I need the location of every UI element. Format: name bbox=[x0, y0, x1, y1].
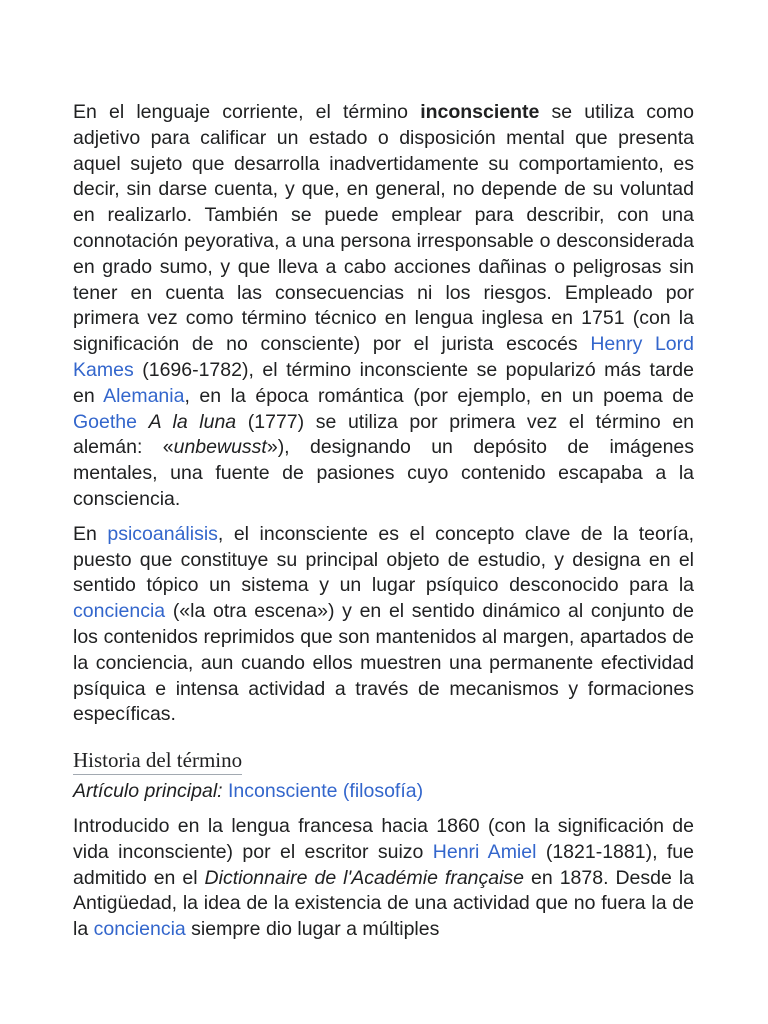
text-run: (1696-1782), el término inconsciente se popularizó más tarde en bbox=[73, 358, 694, 407]
link-henry-lord-kames[interactable]: Henry Lord Kames bbox=[73, 333, 694, 381]
text-run bbox=[137, 411, 149, 433]
paragraph-psicoanalisis bbox=[73, 522, 694, 728]
text-run: se utiliza como adjetivo para calificar un estado o disposición mental que presenta aquel sujeto que desarrolla inadvertidamente su comportamiento, es decir, sin darse cuenta, y que, en general, no depende de su voluntad en realizarlo. También se puede emplear para describir, con una connotación peyorativa, a una persona irresponsable o desconsiderada en grado sumo, y que lleva a cabo acciones dañinas o peligrosas sin tener en cuenta las consecuencias ni los riesgos. Empleado por primera vez como término técnico en lengua inglesa en 1751 (con la significación de no consciente) por el jurista escocés bbox=[73, 101, 694, 356]
link-goethe[interactable]: Goethe bbox=[73, 410, 137, 433]
section-heading-historia: Historia del término bbox=[73, 747, 242, 775]
text-run: en 1878. Desde la Antigüedad, la idea de la existencia de una actividad que no fuera la de la bbox=[73, 866, 694, 941]
text-run: siempre dio lugar a múltiples bbox=[185, 918, 440, 941]
hatnote-label: Artículo principal: bbox=[73, 780, 223, 803]
term-inconsciente: inconsciente bbox=[420, 101, 540, 123]
link-alemania[interactable]: Alemania bbox=[103, 384, 185, 407]
text-run: , en la época romántica (por ejemplo, en un poema de bbox=[184, 384, 694, 407]
title-a-la-luna: A la luna bbox=[148, 410, 237, 433]
article-content bbox=[73, 100, 694, 952]
term-unbewusst: unbewusst bbox=[173, 436, 267, 459]
link-psicoanalisis[interactable]: psicoanálisis bbox=[107, 522, 218, 545]
title-dictionnaire: Dictionnaire de l'Académie française bbox=[204, 866, 525, 889]
link-inconsciente-filosofia[interactable]: Inconsciente (filosofía) bbox=[228, 780, 424, 803]
text-run: (1777) se utiliza por primera vez el término en alemán: « bbox=[73, 410, 695, 459]
text-run: , el inconsciente es el concepto clave de la teoría, puesto que constituye su principal objeto de estudio, y designa en el sentido tópico un sistema y un lugar psíquico desconocido para la bbox=[73, 522, 694, 597]
paragraph-intro bbox=[73, 100, 694, 513]
text-run: («la otra escena») y en el sentido dinámico al conjunto de los contenidos reprimidos que son mantenidos al margen, apartados de la conciencia, aun cuando ellos muestren una permanente efectividad psíquica e intensa actividad a través de mecanismos y formaciones específicas. bbox=[73, 600, 694, 726]
text-run: (1821-1881), fue admitido en el bbox=[73, 840, 694, 889]
text-run: En bbox=[73, 522, 108, 545]
text-run: »), designando un depósito de imágenes mentales, una fuente de pasiones cuyo contenido escapaba a la consciencia. bbox=[73, 436, 695, 510]
link-conciencia-2[interactable]: conciencia bbox=[93, 918, 186, 941]
link-conciencia[interactable]: conciencia bbox=[73, 600, 166, 623]
hatnote-main-article bbox=[73, 779, 694, 805]
text-run: En el lenguaje corriente, el término bbox=[73, 101, 421, 123]
paragraph-historia bbox=[73, 814, 694, 943]
text-run: Introducido en la lengua francesa hacia 1860 (con la significación de vida inconsciente) por el escritor suizo bbox=[73, 814, 694, 863]
link-henri-amiel[interactable]: Henri Amiel bbox=[432, 840, 537, 863]
